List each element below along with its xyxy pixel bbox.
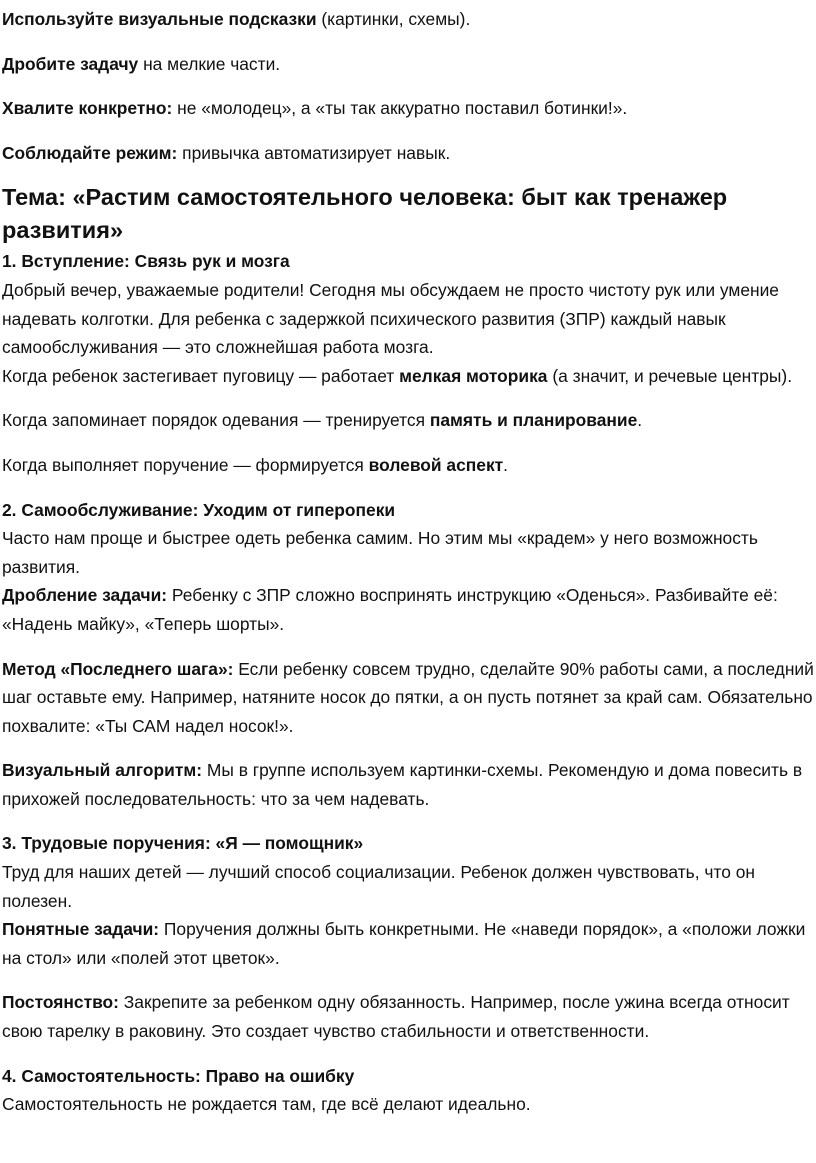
section-1-line-1 <box>2 362 814 391</box>
section-2-para-3-bold: Визуальный алгоритм: <box>2 760 203 781</box>
section-2-intro: Часто нам проще и быстрее одеть ребенка самим. Но этим мы «крадем» у него возможность развития. <box>2 528 758 577</box>
section-3-para-1 <box>2 915 814 972</box>
section-3-intro: Труд для наших детей — лучший способ социализации. Ребенок должен чувствовать, что он полезен. <box>2 862 756 911</box>
section-2-para-3 <box>2 756 814 813</box>
section-1-heading: 1. Вступление: Связь рук и мозга <box>2 251 290 272</box>
section-3-para-1-text: Поручения должны быть конкретными. Не «наведи порядок», а «положи ложки на стол» или «полей этот цветок». <box>2 919 806 968</box>
section-3-para-2-bold: Постоянство: <box>2 992 119 1013</box>
tip-1-bold: Используйте визуальные подсказки <box>2 9 317 29</box>
section-1-line-2 <box>2 406 814 435</box>
section-1-line-3-bold: волевой аспект <box>368 454 504 475</box>
section-1-line-2-post: . <box>637 410 643 431</box>
tip-2 <box>2 50 814 79</box>
tip-1-text: (картинки, схемы). <box>316 9 471 29</box>
tip-1 <box>2 5 814 34</box>
tip-2-bold: Дробите задачу <box>2 53 139 74</box>
tip-4-text: привычка автоматизирует навык. <box>177 142 451 163</box>
section-4-intro: Самостоятельность не рождается там, где всё делают идеально. <box>2 1094 531 1115</box>
section-3-heading: 3. Трудовые поручения: «Я — помощник» <box>2 833 364 854</box>
section-2-para-2-bold: Метод «Последнего шага»: <box>2 658 234 679</box>
section-2-para-1-text: Ребенку с ЗПР сложно воспринять инструкцию «Оденься». Разбивайте её: «Надень майку», «Теперь шорты». <box>2 585 778 634</box>
tip-3-text: не «молодец», а «ты так аккуратно поставил ботинки!». <box>172 98 628 119</box>
section-1-line-3-pre: Когда выполняет поручение — формируется <box>2 454 369 475</box>
section-1-line-2-pre: Когда запоминает порядок одевания — тренируется <box>2 410 430 431</box>
section-2-para-1-bold: Дробление задачи: <box>2 585 168 606</box>
page-title: Тема: «Растим самостоятельного человека: быт как тренажер развития» <box>2 184 728 244</box>
tip-3-bold: Хвалите конкретно: <box>2 98 173 119</box>
tip-4 <box>2 139 814 168</box>
tip-4-bold: Соблюдайте режим: <box>2 142 178 163</box>
section-2-para-1 <box>2 581 814 638</box>
section-1-line-1-bold: мелкая моторика <box>399 365 548 386</box>
section-1-line-2-bold: память и планирование <box>429 410 638 431</box>
section-3-para-2 <box>2 988 814 1045</box>
section-2-para-2-text: Если ребенку совсем трудно, сделайте 90% работы сами, а последний шаг оставьте ему. Например, натяните носок до пятки, а он пусть потянет за край сам. Обязательно похвалите: «Ты САМ надел носок!». <box>2 658 814 736</box>
section-3-para-2-text: Закрепите за ребенком одну обязанность. Например, после ужина всегда относит свою тарелку в раковину. Это создает чувство стабильности и ответственности. <box>2 992 790 1042</box>
section-4-heading: 4. Самостоятельность: Право на ошибку <box>2 1065 355 1086</box>
section-1-line-3 <box>2 451 814 480</box>
section-1-line-1-post: (а значит, и речевые центры). <box>547 365 793 386</box>
section-1-line-3-post: . <box>503 454 509 475</box>
tip-3 <box>2 94 814 123</box>
tip-2-text: на мелкие части. <box>138 53 281 74</box>
section-3-para-1-bold: Понятные задачи: <box>2 919 160 940</box>
section-2-heading: 2. Самообслуживание: Уходим от гиперопеки <box>2 499 396 520</box>
section-1-line-1-pre: Когда ребенок застегивает пуговицу — работает <box>2 365 400 386</box>
section-2-para-3-text: Мы в группе используем картинки-схемы. Рекомендую и дома повесить в прихожей последовательность: что за чем надевать. <box>2 760 803 809</box>
section-2-para-2 <box>2 655 814 741</box>
section-1-intro: Добрый вечер, уважаемые родители! Сегодня мы обсуждаем не просто чистоту рук или умение надевать колготки. Для ребенка с задержкой психического развития (ЗПР) каждый навык самообслуживания — это сложнейшая работа мозга. <box>2 279 779 358</box>
